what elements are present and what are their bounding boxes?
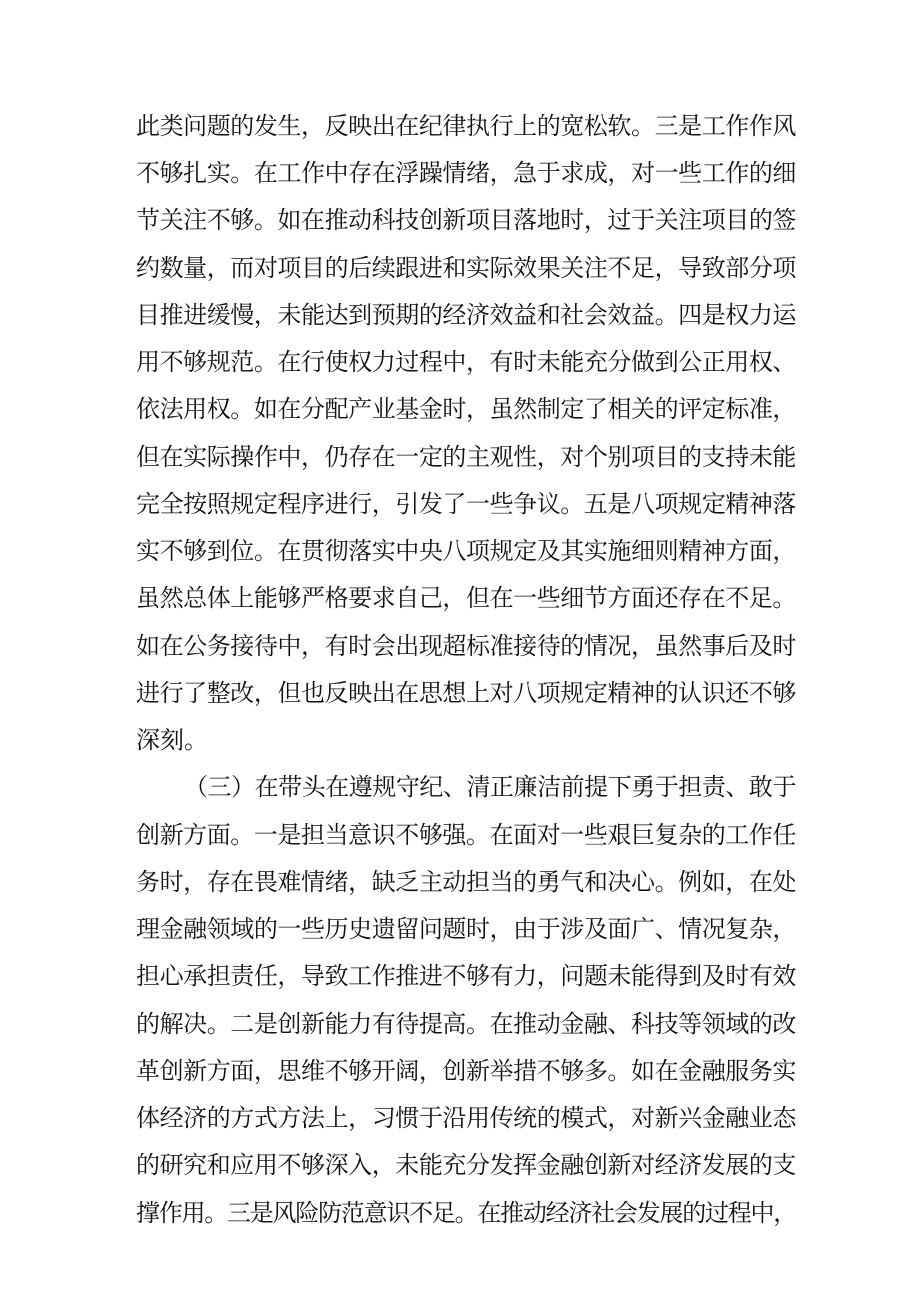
text-line: 节关注不够。如在推动科技创新项目落地时，过于关注项目的签 [136, 206, 796, 234]
text-line: 但在实际操作中，仍存在一定的主观性，对个别项目的支持未能 [136, 443, 796, 471]
text-line: 虽然总体上能够严格要求自己，但在一些细节方面还存在不足。 [136, 584, 796, 612]
text-line: 约数量，而对项目的后续跟进和实际效果关注不足，导致部分项 [136, 254, 796, 282]
text-line: 依法用权。如在分配产业基金时，虽然制定了相关的评定标准， [136, 395, 796, 423]
text-line: 实不够到位。在贯彻落实中央八项规定及其实施细则精神方面， [136, 537, 796, 565]
text-line: 革创新方面，思维不够开阔，创新举措不够多。如在金融服务实 [136, 1057, 796, 1085]
text-line: 务时，存在畏难情绪，缺乏主动担当的勇气和决心。例如，在处 [136, 868, 796, 896]
text-line: 目推进缓慢，未能达到预期的经济效益和社会效益。四是权力运 [136, 301, 796, 329]
text-line: 撑作用。三是风险防范意识不足。在推动经济社会发展的过程中， [136, 1199, 796, 1227]
text-line: 完全按照规定程序进行，引发了一些争议。五是八项规定精神落 [136, 490, 796, 518]
text-line: 如在公务接待中，有时会出现超标准接待的情况，虽然事后及时 [136, 632, 796, 660]
text-line: 进行了整改，但也反映出在思想上对八项规定精神的认识还不够 [136, 679, 796, 707]
text-line: 体经济的方式方法上，习惯于沿用传统的模式，对新兴金融业态 [136, 1104, 796, 1132]
text-line: 的解决。二是创新能力有待提高。在推动金融、科技等领域的改 [136, 1010, 796, 1038]
text-line: 不够扎实。在工作中存在浮躁情绪，急于求成，对一些工作的细 [136, 159, 796, 187]
text-line: 的研究和应用不够深入，未能充分发挥金融创新对经济发展的支 [136, 1151, 796, 1179]
text-line: 用不够规范。在行使权力过程中，有时未能充分做到公正用权、 [136, 348, 796, 376]
section-heading-line: （三）在带头在遵规守纪、清正廉洁前提下勇于担责、敢于 [184, 773, 796, 801]
text-line: 担心承担责任，导致工作推进不够有力，问题未能得到及时有效 [136, 962, 796, 990]
text-line: 此类问题的发生，反映出在纪律执行上的宽松软。三是工作作风 [136, 112, 796, 140]
text-line: 深刻。 [136, 726, 208, 754]
text-line: 创新方面。一是担当意识不够强。在面对一些艰巨复杂的工作任 [136, 821, 796, 849]
text-line: 理金融领域的一些历史遗留问题时，由于涉及面广、情况复杂， [136, 915, 796, 943]
